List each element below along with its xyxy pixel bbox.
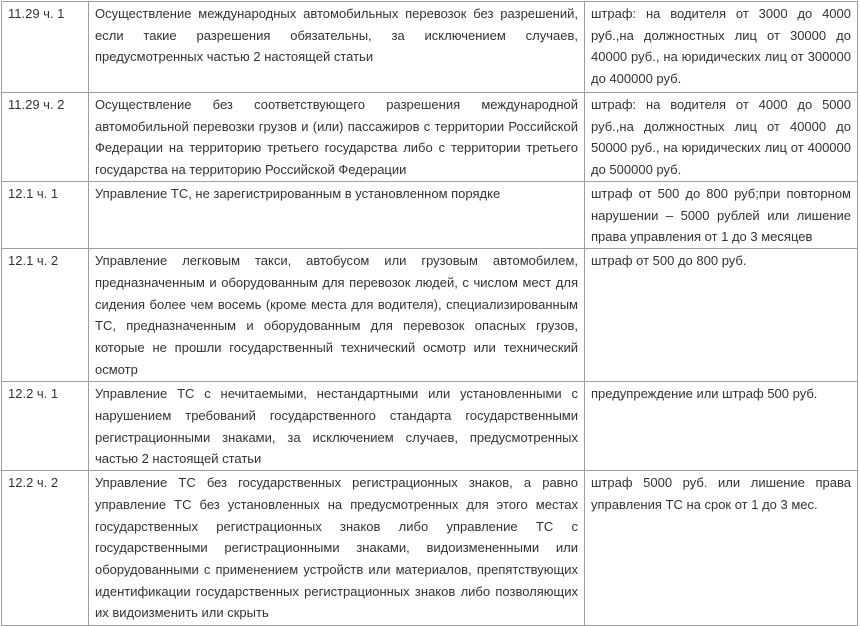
article-cell: 12.2 ч. 2: [2, 471, 89, 626]
article-cell: 12.2 ч. 1: [2, 382, 89, 471]
description-cell: Осуществление без соответствующего разрешения международной автомобильной перевозки грузов и (или) пассажиров с территории Российской Федерации на территорию третьего государства либо с территории третьего государства на территорию Российской Федерации: [89, 93, 585, 182]
penalty-cell: штраф от 500 до 800 руб;при повторном нарушении – 5000 рублей или лишение права управления от 1 до 3 месяцев: [585, 182, 858, 249]
article-cell: 11.29 ч. 2: [2, 93, 89, 182]
description-cell: Управление легковым такси, автобусом или грузовым автомобилем, предназначенным и оборудованным для перевозок людей, с числом мест для сидения более чем восемь (кроме места для водителя), специализированным ТС, предназначенным и оборудованным для перевозок опасных грузов, которые не прошли государственный технический осмотр или технический осмотр: [89, 249, 585, 382]
table-row: [2, 2, 858, 93]
description-cell: Управление ТС без государственных регистрационных знаков, а равно управление ТС без установленных на предусмотренных для этого местах государственных регистрационных знаков либо управление ТС с государственными регистрационными знаками, видоизмененными или оборудованными с применением устройств или материалов, препятствующих идентификации государственных регистрационных знаков либо позволяющих их видоизменить или скрыть: [89, 471, 585, 626]
penalty-cell: штраф от 500 до 800 руб.: [585, 249, 858, 382]
penalty-cell: штраф 5000 руб. или лишение права управления ТС на срок от 1 до 3 мес.: [585, 471, 858, 626]
table-row: [2, 471, 858, 626]
table-row: [2, 249, 858, 382]
table-row: [2, 93, 858, 182]
article-cell: 12.1 ч. 1: [2, 182, 89, 249]
penalty-cell: штраф: на водителя от 3000 до 4000 руб.,на должностных лиц от 30000 до 40000 руб., на юридических лиц от 300000 до 400000 руб.: [585, 2, 858, 93]
description-cell: Управление ТС с нечитаемыми, нестандартными или установленными с нарушением требований государственного стандарта государственными регистрационными знаками, за исключением случаев, предусмотренных частью 2 настоящей статьи: [89, 382, 585, 471]
description-cell: Управление ТС, не зарегистрированным в установленном порядке: [89, 182, 585, 249]
article-cell: 12.1 ч. 2: [2, 249, 89, 382]
table-row: [2, 382, 858, 471]
article-cell: 11.29 ч. 1: [2, 2, 89, 93]
fines-table: [1, 1, 858, 626]
description-cell: Осуществление международных автомобильных перевозок без разрешений, если такие разрешения обязательны, за исключением случаев, предусмотренных частью 2 настоящей статьи: [89, 2, 585, 93]
penalty-cell: штраф: на водителя от 4000 до 5000 руб.,на должностных лиц от 40000 до 50000 руб., на юридических лиц от 400000 до 500000 руб.: [585, 93, 858, 182]
table-row: [2, 182, 858, 249]
penalty-cell: предупреждение или штраф 500 руб.: [585, 382, 858, 471]
